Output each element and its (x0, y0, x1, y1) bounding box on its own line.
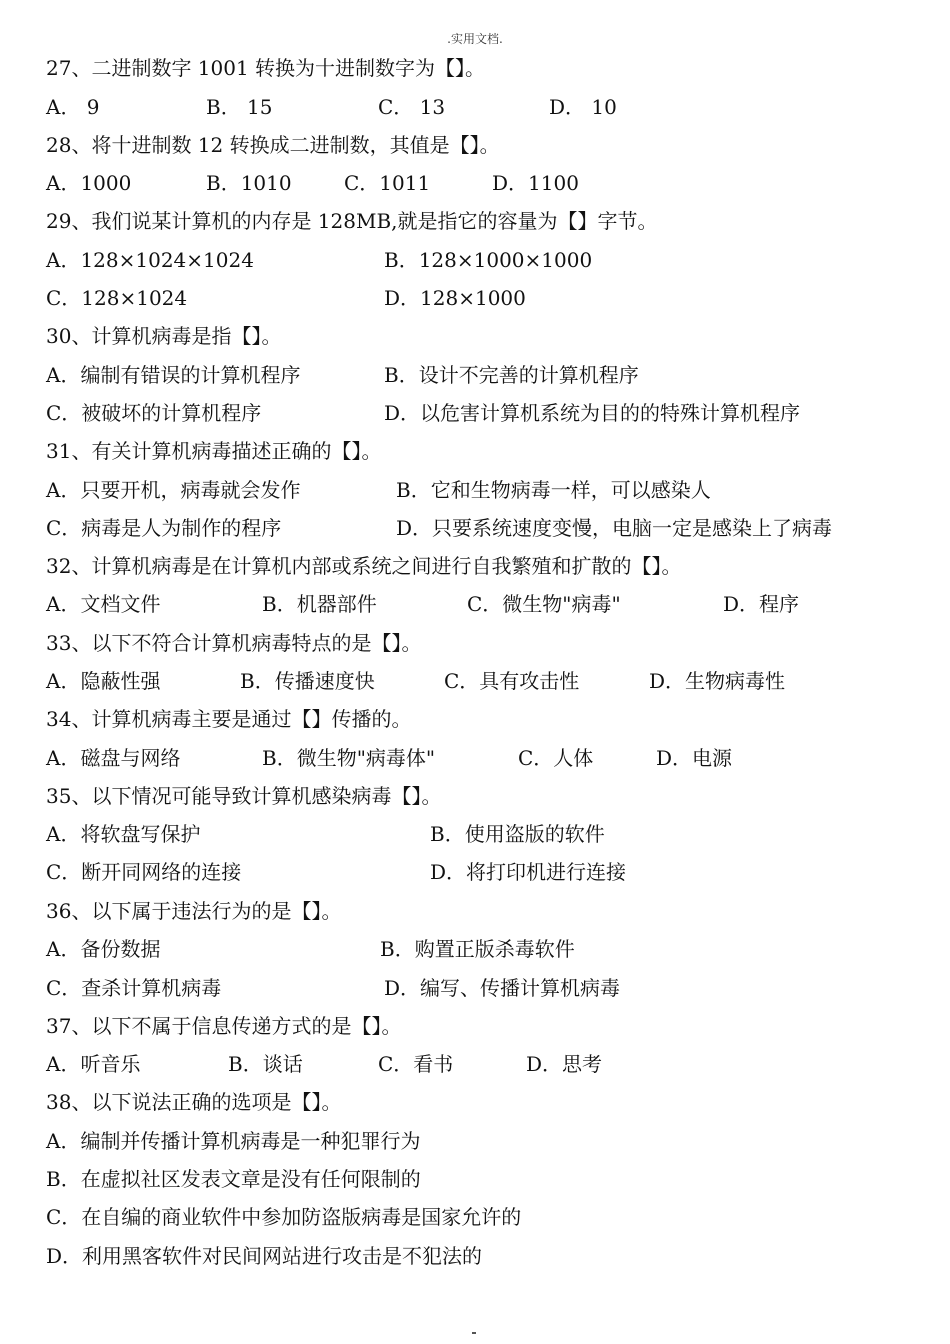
option-a: A．听音乐 (46, 1052, 141, 1076)
page-footer-mark (472, 1332, 476, 1334)
question-27-text: 27、二进制数字 1001 转换为十进制数字为【】。 (46, 56, 486, 80)
option-b: B．设计不完善的计算机程序 (384, 363, 639, 387)
question-30-text: 30、计算机病毒是指【】。 (46, 324, 282, 348)
option-d: D．只要系统速度变慢，电脑一定是感染上了病毒 (396, 516, 833, 540)
option-b: B． 15 (206, 95, 273, 119)
option-a: A．将软盘写保护 (46, 822, 201, 846)
question-33-text: 33、以下不符合计算机病毒特点的是【】。 (46, 631, 422, 655)
option-b: B．它和生物病毒一样，可以感染人 (396, 478, 711, 502)
option-c: C．看书 (378, 1052, 454, 1076)
option-a: A．磁盘与网络 (46, 746, 181, 770)
option-a: A．备份数据 (46, 937, 161, 961)
option-d: D．128×1000 (384, 286, 526, 310)
question-38-option-b: B．在虚拟社区发表文章是没有任何限制的 (46, 1167, 421, 1191)
option-a: A． 9 (46, 95, 100, 119)
option-a: A．隐蔽性强 (46, 669, 161, 693)
option-b: B．谈话 (228, 1052, 303, 1076)
option-a: A．只要开机，病毒就会发作 (46, 478, 301, 502)
option-a: A．文档文件 (46, 592, 161, 616)
option-d: D．程序 (723, 592, 800, 616)
option-c: C．断开同网络的连接 (46, 860, 242, 884)
option-b: B．1010 (206, 171, 292, 195)
option-b: B．128×1000×1000 (384, 248, 593, 272)
option-b: B．传播速度快 (240, 669, 375, 693)
option-c: C．128×1024 (46, 286, 188, 310)
option-b: B．购置正版杀毒软件 (380, 937, 575, 961)
option-a: A．编制有错误的计算机程序 (46, 363, 301, 387)
option-d: D．生物病毒性 (649, 669, 786, 693)
option-a: A．128×1024×1024 (46, 248, 254, 272)
option-b: B．微生物"病毒体" (262, 746, 436, 770)
question-37-text: 37、以下不属于信息传递方式的是【】。 (46, 1014, 402, 1038)
option-c: C．具有攻击性 (444, 669, 580, 693)
option-c: C．人体 (518, 746, 594, 770)
option-d: D．思考 (526, 1052, 603, 1076)
question-29-text: 29、我们说某计算机的内存是 128MB,就是指它的容量为【】字节。 (46, 209, 658, 233)
question-38-option-d: D．利用黑客软件对民间网站进行攻击是不犯法的 (46, 1244, 483, 1268)
question-34-text: 34、计算机病毒主要是通过【】传播的。 (46, 707, 412, 731)
page-header: .实用文档. (447, 32, 503, 46)
option-b: B．使用盗版的软件 (430, 822, 605, 846)
option-a: A．1000 (46, 171, 132, 195)
option-d: D．编写、传播计算机病毒 (384, 976, 621, 1000)
question-38-text: 38、以下说法正确的选项是【】。 (46, 1090, 342, 1114)
question-32-text: 32、计算机病毒是在计算机内部或系统之间进行自我繁殖和扩散的【】。 (46, 554, 682, 578)
option-b: B．机器部件 (262, 592, 377, 616)
option-d: D．电源 (656, 746, 733, 770)
question-38-option-a: A．编制并传播计算机病毒是一种犯罪行为 (46, 1129, 421, 1153)
option-d: D． 10 (549, 95, 617, 119)
option-d: D．1100 (492, 171, 579, 195)
option-c: C． 13 (378, 95, 446, 119)
option-d: D．以危害计算机系统为目的的特殊计算机程序 (384, 401, 801, 425)
question-36-text: 36、以下属于违法行为的是【】。 (46, 899, 342, 923)
question-28-text: 28、将十进制数 12 转换成二进制数，其值是【】。 (46, 133, 500, 157)
option-c: C．查杀计算机病毒 (46, 976, 222, 1000)
option-c: C．1011 (344, 171, 431, 195)
option-c: C．病毒是人为制作的程序 (46, 516, 282, 540)
question-35-text: 35、以下情况可能导致计算机感染病毒【】。 (46, 784, 442, 808)
question-38-option-c: C．在自编的商业软件中参加防盗版病毒是国家允许的 (46, 1205, 522, 1229)
option-c: C．被破坏的计算机程序 (46, 401, 262, 425)
question-31-text: 31、有关计算机病毒描述正确的【】。 (46, 439, 382, 463)
option-d: D．将打印机进行连接 (430, 860, 627, 884)
option-c: C．微生物"病毒" (467, 592, 621, 616)
